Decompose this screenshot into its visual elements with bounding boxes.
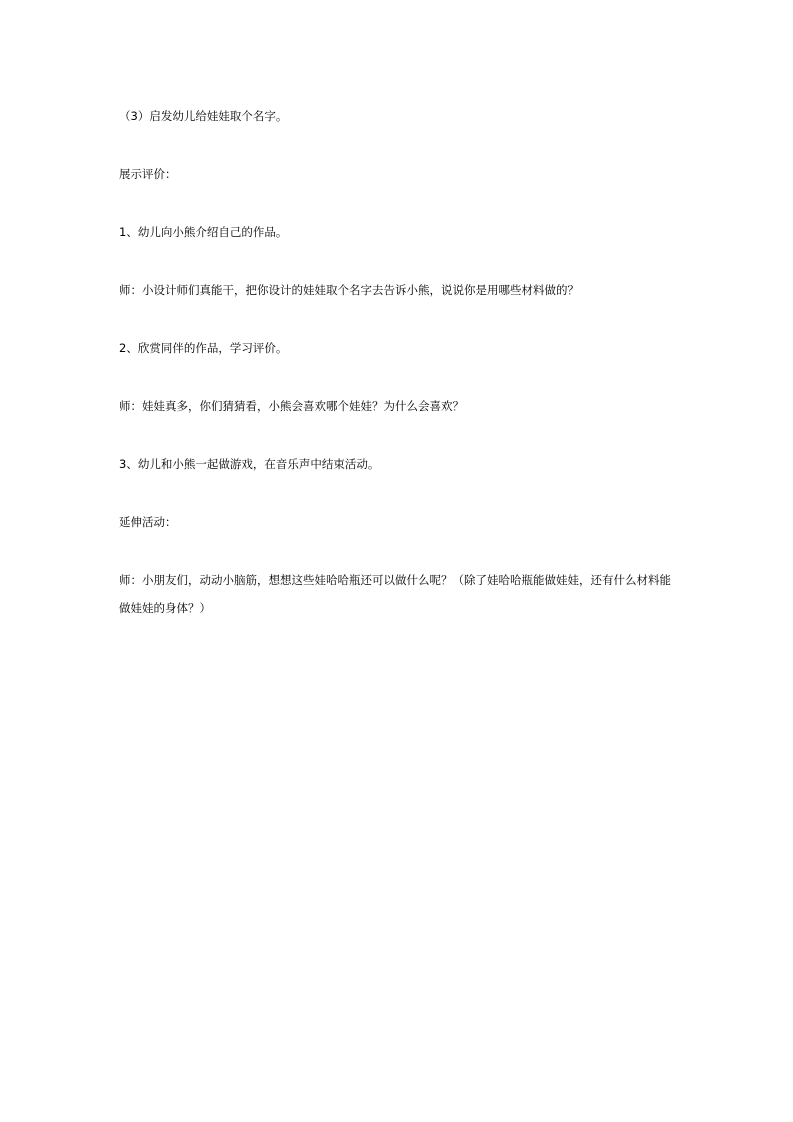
paragraph-item-2: 2、欣赏同伴的作品，学习评价。: [119, 341, 288, 355]
paragraph-spacer: [119, 304, 679, 334]
paragraph-spacer: [119, 246, 679, 276]
paragraph-teacher-2: 师：娃娃真多，你们猜猜看，小熊会喜欢哪个娃娃？为什么会喜欢？: [119, 399, 464, 413]
paragraph-spacer: [119, 188, 679, 218]
section-heading-display-evaluation: 展示评价：: [119, 167, 177, 181]
paragraph-spacer: [119, 420, 679, 450]
paragraph-step-3: （3）启发幼儿给娃娃取个名字。: [119, 109, 288, 123]
paragraph-teacher-3: 师：小朋友们，动动小脑筋，想想这些娃哈哈瓶还可以做什么呢？（除了娃哈哈瓶能做娃娃，还有什么材料能做娃娃的身体？）: [119, 573, 671, 615]
paragraph-spacer: [119, 478, 679, 508]
paragraph-teacher-1: 师：小设计师们真能干，把你设计的娃娃取个名字去告诉小熊，说说你是用哪些材料做的？: [119, 283, 579, 297]
paragraph-item-3: 3、幼儿和小熊一起做游戏，在音乐声中结束活动。: [119, 457, 380, 471]
paragraph-spacer: [119, 536, 679, 566]
paragraph-spacer: [119, 130, 679, 160]
paragraph-item-1: 1、幼儿向小熊介绍自己的作品。: [119, 225, 288, 239]
section-heading-extension-activity: 延伸活动：: [119, 515, 177, 529]
document-body: [119, 102, 679, 622]
paragraph-spacer: [119, 362, 679, 392]
